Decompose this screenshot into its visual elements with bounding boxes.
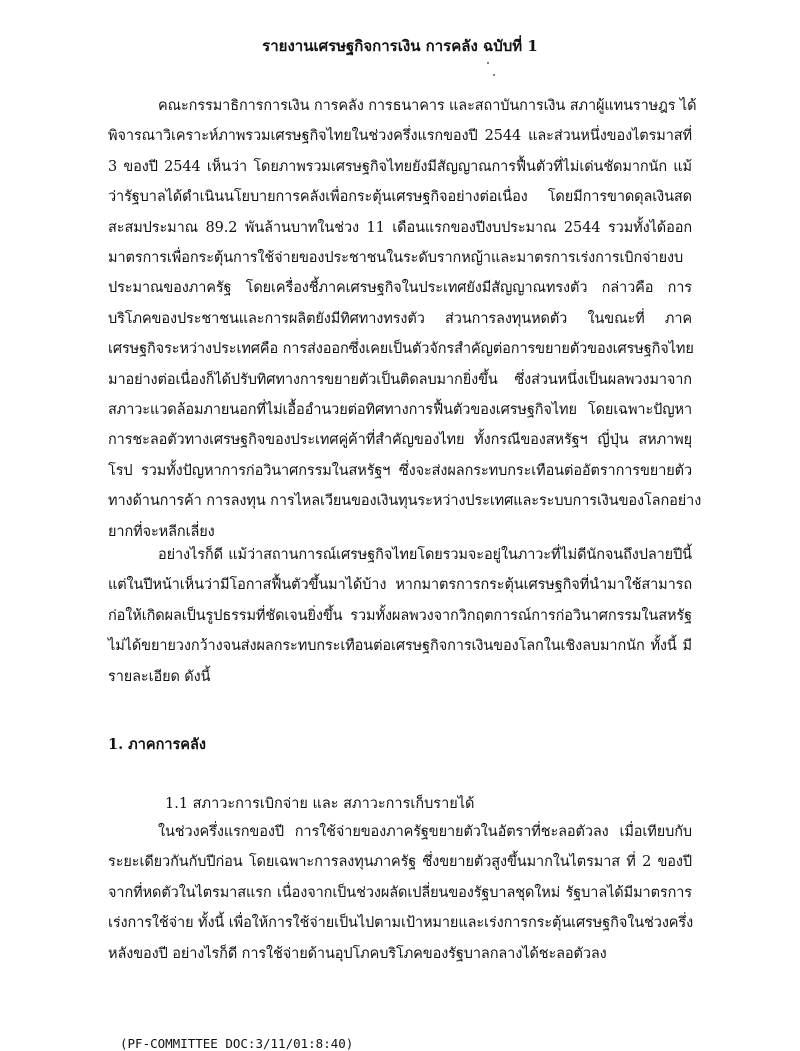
text-line: ว่ารัฐบาลได้ดำเนินนโยบายการคลังเพื่อกระตุ้นเศรษฐกิจอย่างต่อเนื่อง โดยมีการขาดดุลเงินสด xyxy=(108,189,692,206)
text-line: สภาวะแวดล้อมภายนอกที่ไม่เอื้ออำนวยต่อทิศทางการฟื้นตัวของเศรษฐกิจไทย โดยเฉพาะปัญหา xyxy=(108,402,692,418)
text-line: คณะกรรมาธิการการเงิน การคลัง การธนาคาร และสถาบันการเงิน สภาผู้แทนราษฎร ได้ xyxy=(158,98,697,114)
text-line: ประมาณของภาครัฐ โดยเครื่องชี้ภาคเศรษฐกิจในประเทศยังมีสัญญาณทรงตัว กล่าวคือ การ xyxy=(108,280,692,297)
subsection-heading-spending-revenue: 1.1 สภาวะการเบิกจ่าย และ สภาวะการเก็บรายได้ xyxy=(165,796,475,812)
text-line: ไม่ได้ขยายวงกว้างจนส่งผลกระทบกระเทือนต่อเศรษฐกิจการเงินของโลกในเชิงลบมากนัก ทั้งนี้ มี xyxy=(108,638,692,655)
footer-doc-reference: (PF-COMMITTEE DOC:3/11/01:8:40) xyxy=(120,1036,354,1051)
text-line: เศรษฐกิจระหว่างประเทศคือ การส่งออกซึ่งเคยเป็นตัวจักรสำคัญต่อการขยายตัวของเศรษฐกิจไทย xyxy=(108,341,694,358)
text-line: ในช่วงครึ่งแรกของปี การใช้จ่ายของภาครัฐขยายตัวในอัตราที่ชะลอตัวลง เมื่อเทียบกับ xyxy=(158,824,692,840)
text-line: 3 ของปี 2544 เห็นว่า โดยภาพรวมเศรษฐกิจไทยยังมีสัญญาณการฟื้นตัวที่ไม่เด่นชัดมากนัก แม้ xyxy=(108,158,692,175)
document-title: รายงานเศรษฐกิจการเงิน การคลัง ฉบับที่ 1 xyxy=(262,37,538,55)
text-line: ก่อให้เกิดผลเป็นรูปธรรมที่ชัดเจนยิ่งขึ้น รวมทั้งผลพวงจากวิกฤตการณ์การก่อวินาศกรรมในสหรัฐ xyxy=(108,607,692,624)
text-line: ทางด้านการค้า การลงทุน การไหลเวียนของเงินทุนระหว่างประเทศและระบบการเงินของโลกอย่าง xyxy=(108,493,702,510)
text-line: ยากที่จะหลีกเลี่ยง xyxy=(108,523,215,540)
text-line: การชะลอตัวทางเศรษฐกิจของประเทศคู่ค้าที่สำคัญของไทย ทั้งกรณีของสหรัฐฯ ญี่ปุ่น สหภาพยุ xyxy=(108,432,692,449)
text-line: แต่ในปีหน้าเห็นว่ามีโอกาสฟื้นตัวขึ้นมาได้บ้าง หากมาตรการกระตุ้นเศรษฐกิจที่นำมาใช้สามารถ xyxy=(108,577,692,594)
text-line: สะสมประมาณ 89.2 พันล้านบาทในช่วง 11 เดือนแรกของปีงบประมาณ 2544 รวมทั้งได้ออก xyxy=(108,219,692,236)
text-line: อย่างไรก็ดี แม้ว่าสถานการณ์เศรษฐกิจไทยโดยรวมจะอยู่ในภาวะที่ไม่ดีนักจนถึงปลายปีนี้ xyxy=(158,547,692,563)
scan-speck xyxy=(493,74,495,76)
text-line: หลังของปี อย่างไรก็ดี การใช้จ่ายด้านอุปโภคบริโภคของรัฐบาลกลางได้ชะลอตัวลง xyxy=(108,945,607,962)
text-line: มาอย่างต่อเนื่องก็ได้ปรับทิศทางการขยายตัวเป็นติดลบมากยิ่งขึ้น ซึ่งส่วนหนึ่งเป็นผลพวงมาจาก xyxy=(108,371,692,388)
text-line: เร่งการใช้จ่าย ทั้งนี้ เพื่อให้การใช้จ่ายเป็นไปตามเป้าหมายและเร่งการกระตุ้นเศรษฐกิจในช่วงครึ่ง xyxy=(108,915,694,932)
text-line: รายละเอียด ดังนี้ xyxy=(108,668,211,685)
text-line: จากที่หดตัวในไตรมาสแรก เนื่องจากเป็นช่วงผลัดเปลี่ยนของรัฐบาลชุดใหม่ รัฐบาลได้มีมาตรการ xyxy=(108,884,692,901)
text-line: พิจารณาวิเคราะห์ภาพรวมเศรษฐกิจไทยในช่วงครึ่งแรกของปี 2544 และส่วนหนึ่งของไตรมาสที่ xyxy=(108,128,692,145)
scan-speck xyxy=(487,62,489,64)
text-line: ระยะเดียวกันกับปีก่อน โดยเฉพาะการลงทุนภาครัฐ ซึ่งขยายตัวสูงขึ้นมากในไตรมาส ที่ 2 ของปี xyxy=(108,854,692,871)
text-line: บริโภคของประชาชนและการผลิตยังมีทิศทางทรงตัว ส่วนการลงทุนหดตัว ในขณะที่ ภาค xyxy=(108,310,692,327)
section-heading-fiscal: 1. ภาคการคลัง xyxy=(108,736,206,753)
text-line: โรป รวมทั้งปัญหาการก่อวินาศกรรมในสหรัฐฯ ซึ่งจะส่งผลกระทบกระเทือนต่ออัตราการขยายตัว xyxy=(108,462,692,479)
text-line: มาตรการเพื่อกระตุ้นการใช้จ่ายของประชาชนในระดับรากหญ้าและมาตรการเร่งการเบิกจ่ายงบ xyxy=(108,250,684,266)
